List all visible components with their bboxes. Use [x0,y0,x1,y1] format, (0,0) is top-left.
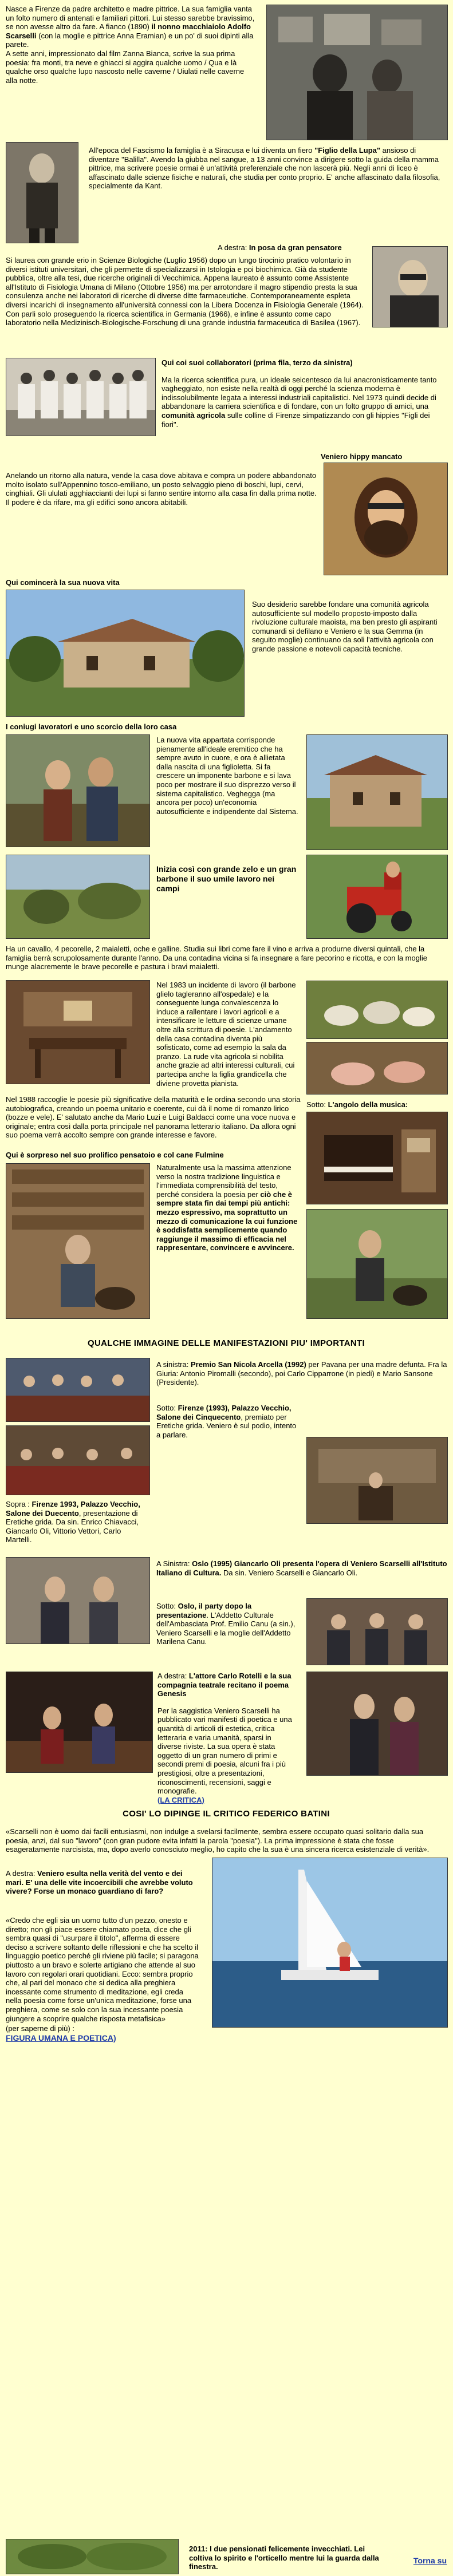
pensionati-text [189,2545,384,2571]
party-desc: . L'Addetto Culturale dell'Ambasciata Prof. Emilio Canu (a sin.), Veniero Scarselli e la moglie dell'Addetto Marilena Canu. [156,1610,296,1646]
collab-block [161,358,448,429]
fascism-part: All'epoca del Fascismo la famiglia è a Siracusa e lui diventa un fiero [89,146,315,155]
caption-pose-text: In posa da gran pensatore [249,243,342,252]
batini-sea-caption [6,1869,200,1896]
fascism-part: ansioso di diventare "Balilla". Avendo la giubba nel sangue, a 13 anni convince a dirigere sotto la guida della mamma pittrice, ma scrivere poesie ormai è un'attività preferenziale che non lascerà più. Negli anni di liceo è affascinato dalle scienze fisiche e naturali, che studia per conto proprio. E' anche affascinato dalla filosofia, specialmente da Kant. [89,146,440,191]
photo-music-corner [306,1112,448,1204]
music-label: Sotto: [306,1100,328,1109]
figura-link[interactable]: FIGURA UMANA E POETICA) [6,2033,116,2042]
batini-answer-text: «Credo che egli sia un uomo tutto d'un pezzo, onesto e diretto; non gli piace essere chiamato poeta, dice che gli sembra quasi di "usurpare il titolo", afferma di essere deciso a scrivere soltanto delle riflessioni e che ha scelto il linguaggio poetico perché gli riviene più facile; si paragona piuttosto a un bravo e solerte artigiano che attende al suo lavoro con regolari orari quotidiani. Ecco: sembra proprio che, al pari del monaco che si dedica alla preghiera incessante come strumento di meditazione, egli creda nella poesia come forse un'unica meditazione, forse una preghiera, come se solo con la sua incessante poesia giungere a scoprire qualche risposta metafisica» [6,1916,199,2023]
premio-label: A sinistra: [156,1360,191,1369]
intro-grandfather: il nonno macchiaiolo Adolfo Scarselli [6,22,251,40]
prolific-caption: Qui è sorpreso nel suo prolifico pensatoio e col cane Fulmine [6,1151,224,1159]
sopra-title: Firenze 1993, Palazzo Vecchio, Salone dei Duecento [6,1500,140,1518]
y1988-text [6,1095,301,1140]
photo-house [306,734,448,850]
photo-grandparents [266,5,448,140]
events-title: QUALCHE IMMAGINE DELLE MANIFESTAZIONI PIU' IMPORTANTI [88,1338,365,1348]
back-to-top-link[interactable]: Torna su [413,2556,447,2565]
photo-study [6,1163,150,1319]
batini-answer [6,1916,200,2043]
batini-quote [6,1827,447,1854]
photo-couple [6,734,150,847]
photo-hippy [324,463,448,575]
new-life-text [252,600,447,654]
science-text [6,256,367,327]
intro-first-poem: A sette anni, impressionato dal film Zanna Bianca, scrive la sua prima poesia: fra monti, tra neve e ghiacci si aggira qualche uomo / Qua e là qualche orso qualche lupo nascosto nelle caverne / Uiulati nelle caverne alla notte. [6,49,245,85]
party-label: Sotto: [156,1602,178,1610]
fascism-wolf: "Figlio della Lupa" [314,146,381,155]
sopra-desc: , presentazione di Eretiche grida. Da sin. Enrico Chiavacci, Giancarlo Oli, Vittorio Vettori, Carlo Martelli. [6,1508,139,1544]
sopra-text [6,1500,149,1544]
photo-sea [212,1858,448,2028]
photo-premio [6,1358,150,1422]
caption-pose-label: A destra: [218,243,249,252]
rotelli-title: L'attore Carlo Rotelli e la sua compagnia teatrale recitano il poema Genesis [157,1672,292,1698]
photo-garden [6,2539,179,2574]
premio-text [156,1360,448,1387]
photo-childhood [6,142,78,243]
collab-part: sulle colline di Firenze simpatizzando con gli hippies "Figli dei fiori". [161,410,430,429]
salone-text [156,1404,300,1439]
photo-farmhouse [6,590,245,717]
photo-tractor [306,855,448,939]
rotelli-text [157,1672,292,1804]
collab-commune: comunità agricola [161,410,226,420]
rotelli-label: A destra: [157,1672,189,1680]
science-paragraph: Si laurea con grande erio in Scienze Biologiche (Luglio 1956) dopo un lungo tirocinio pratico volontario in diversi istituti universitari, che gli permette di specializzarsi in Istologia e poi biochimica. Già da studente pubblica, oltre alla tesi, due ricerche originali di Vecchimica. Appena laureato è assunto come Assistente all'Istituto di Fisiologia Umana di Milano (Ottobre 1956) ma per arrotondare il magro stipendio presta la sua consulenza anche nei laboratori di ricerche di diverse ditte farmaceutiche. Contemporaneamente espleta diversi incarichi di insegnamento all'università connessi con la Libera Docenza in Fisiologia Generale (1964). Con parli solo proseguendo la ricerca scientifica in Germania (1966), e infine è assunto come capo laboratorio nella Medizinisch-Biologische-Forschung di una grande industria farmaceutica di Basilea (1967). [6,256,364,327]
photo-party [306,1598,448,1665]
batini-quote-text: «Scarselli non è uomo dai facili entusiasmi, non indulge a svelarsi facilmente, sembra essere occupato quasi solitario dalla sua poesia, anzi, dal suo "lavoro" (con gran pudore evita infatti la parola "poesia"). La prima impressione è stata che fosse esageratamente narcisista, ma, dopo averlo conosciuto meglio, ho capito che la sua è una sincera ricerca esistenziale di verità». [6,1827,430,1854]
music-title: L'angolo della musica: [328,1100,408,1109]
photo-dining-room [6,980,150,1084]
hippy-caption: Veniero hippy mancato [321,452,403,461]
tractor-caption: Inizia così con grande zelo e un gran barbone il suo umile lavoro nei campi [156,864,297,893]
workers-caption: I coniugi lavoratori e uno scorcio della loro casa [6,722,177,731]
photo-sheep [306,981,448,1039]
party-title: Oslo, il party dopo la presentazione [156,1602,252,1619]
pensionati-label: 2011: [189,2545,210,2553]
collab-caption: Qui coi suoi collaboratori (prima fila, terzo da sinistra) [161,358,353,367]
batini-more: (per saperne di più) : [6,2024,74,2033]
photo-thinker [372,246,448,327]
sea-caption: Veniero esulta nella verità del vento e dei mari. E' una delle vite incoercibili che avrebbe voluto vivere? Forse un monaco guardiano di faro? [6,1869,193,1896]
intro-part: (con la moglie e pittrice Anna Eramian) e un po' di suoi dipinti alla parete. [6,31,254,49]
batini-title: COSI' LO DIPINGE IL CRITICO FEDERICO BATINI [123,1809,330,1819]
workers-text [156,736,300,816]
critica-link[interactable]: (LA CRITICA) [157,1795,204,1804]
prolific-text [156,1163,300,1253]
party-text [156,1602,300,1646]
hippy-paragraph: Anelando un ritorno alla natura, vende la casa dove abitava e compra un podere abbandonato molto isolato sull'Appennino tosco-emiliano, un posto selvaggio pieno di boschi, lupi, cervi, cinghiali. Gli ululati agghiaccianti dei lupi si fanno sentire intorno alla casa fin dalla prima notte. Il podere è da rifare, ma gli edifici sono ancora abitabili. [6,471,317,507]
collab-part: Ma la ricerca scientifica pura, un ideale seicentesco da lui anacronisticamente tanto vagheggiato, non esiste nella realtà di oggi perché la scienza moderna è indissolubilmente legata a interessi industriali capitalistici. Nel 1973 quindi decide di abbandonare la carriera scientifica e di fondare, con un folto gruppo di amici, una [161,375,437,411]
photo-dog [306,1209,448,1319]
animals-paragraph: Ha un cavallo, 4 pecorelle, 2 maialetti, oche e galline. Studia sui libri come fare il vino e arriva a produrne diversi quintali, che la famiglia berrà scrupolosamente durante l'anno. Da una contadina vicina si fa insegnare a fare pecorino e ricotta, e con la moglie munge alacremente le brave pecorelle e pastura i bravi maialetti. [6,945,427,971]
photo-theatre [6,1672,153,1773]
music-caption [306,1100,447,1109]
photo-oslo [6,1557,150,1644]
prolific-emphasis: ciò che è sempre stata fin dai tempi più antichi: mezzo espressivo, ma soprattutto un mezzo di comunicazione la cui funzione è soddisfatta semplicemente quando raggiunge il massimo di efficacia nel rappresentare, convincere e avvincere. [156,1190,298,1253]
intro-part: Nasce a Firenze da padre architetto e madre pittrice. La sua famiglia vanta un folto numero di antenati e familiari pittori. Lui stesso sarebbe bravissimo, se non avesse altro da fare. A fianco (1890) [6,5,255,31]
prolific-part: Naturalmente usa la massima attenzione verso la nostra tradizione linguistica e l'immediata comprensibilità del testo, perché considera la poesia per [156,1163,292,1199]
photo-cinquecento [306,1437,448,1524]
rotelli-desc: Per la saggistica Veniero Scarselli ha pubblicato vari manifesti di poetica e una quantità di articoli di estetica, critica letteraria e varia umanità, sparsi in diverse riviste. La sua opera è stata oggetto di un gran numero di primi e secondi premi di poesia, alcuni fra i più prestigiosi, oltre a presentazioni, riconoscimenti, recensioni, saggi e monografie. [157,1706,292,1796]
oslo-label: A Sinistra: [156,1559,192,1568]
new-life-paragraph: Suo desiderio sarebbe fondare una comunità agricola autosufficiente sul modello proposto-imposto dalla rivoluzione culturale maoista, ma ben presto gli aspiranti comunardi si defilano e Veniero e la sua Gemma (in seguito moglie) continuano da soli l'attività agricola con grande passione e notevoli capacità tecniche. [252,600,438,653]
animals-text [6,945,447,971]
photo-duecento [6,1425,150,1495]
hippy-text [6,471,318,507]
photo-pigs [306,1042,448,1095]
photo-field [6,855,150,939]
premio-desc: per Pavana per una madre defunta. Fra la Giuria: Antonio Piromalli (secondo), poi Carlo Cipparrone (in piedi) e Mario Sansone (Presidente). [156,1360,447,1387]
workers-paragraph: La nuova vita appartata corrisponde pienamente all'ideale eremitico che ha sempre avuto in cuore, e ora è allietata dalla nascita di una figlioletta. Si fa crescere un imponente barbone e si lava poco per mostrare il suo disprezzo verso il sistema capitalistico. Veghegga (ma ancora per poco) un'economia autosufficiente e indipendente dal Sistema. [156,736,298,816]
y1988-paragraph: Nel 1988 raccoglie le poesie più significative della maturità e le ordina secondo una storia autobiografica, creando un poema unitario e coerente, cui dà il nome di romanzo lirico (bozze e vele). E' salutato anche da Mario Luzi e Luigi Baldacci come una voce nuova e originale; entra così dalla porta principale nel panorama letterario italiano. Da allora ogni suo poema verrà accolto sempre con grande interesse e favore. [6,1095,301,1140]
salone-desc: , premiato per Eretiche grida. Veniero è sul podio, intento a parlare. [156,1412,297,1439]
caption-pose [218,243,367,252]
collab-text [161,376,448,429]
fascism-text [89,146,447,191]
new-life-caption: Qui comincerà la sua nuova vita [6,578,120,587]
photo-collaborators [6,358,156,436]
oslo-title: Oslo (1995) Giancarlo Oli presenta l'opera di Veniero Scarselli all'Istituto Italiano di Cultura. [156,1559,447,1577]
y1983-paragraph: Nel 1983 un incidente di lavoro (il barbone glielo tagleranno all'ospedale) e la conseguente lunga convalescenza lo induce a rallentare i lavori agricoli e a intensificare le letture di scienze umane oltre alla scrittura di poesie. L'andamento della casa contadina diventa più sofisticato, come ad esempio la sala da pranzo. La rude vita agricola si nobilita anche grazie ad altri interessi culturali, cui partecipa anche la figlia grandicella che diviene provetta pianista. [156,981,296,1088]
sopra-label: Sopra : [6,1500,32,1508]
premio-title: Premio San Nicola Arcella (1992) [190,1360,306,1369]
oslo-text [156,1559,448,1577]
y1983-text [156,981,300,1088]
salone-title: Firenze (1993), Palazzo Vecchio, Salone dei Cinquecento [156,1404,292,1421]
salone-label: Sotto: [156,1404,178,1412]
oslo-desc: Da sin. Veniero Scarselli e Giancarlo Oli. [221,1568,358,1577]
photo-award [306,1672,448,1776]
sea-label: A destra: [6,1869,37,1878]
pensionati-caption: I due pensionati felicemente invecchiati. Lei coltiva lo spirito e l'orticello mentre lui la guarda dalla finestra. [189,2545,379,2571]
intro-text [6,5,258,85]
